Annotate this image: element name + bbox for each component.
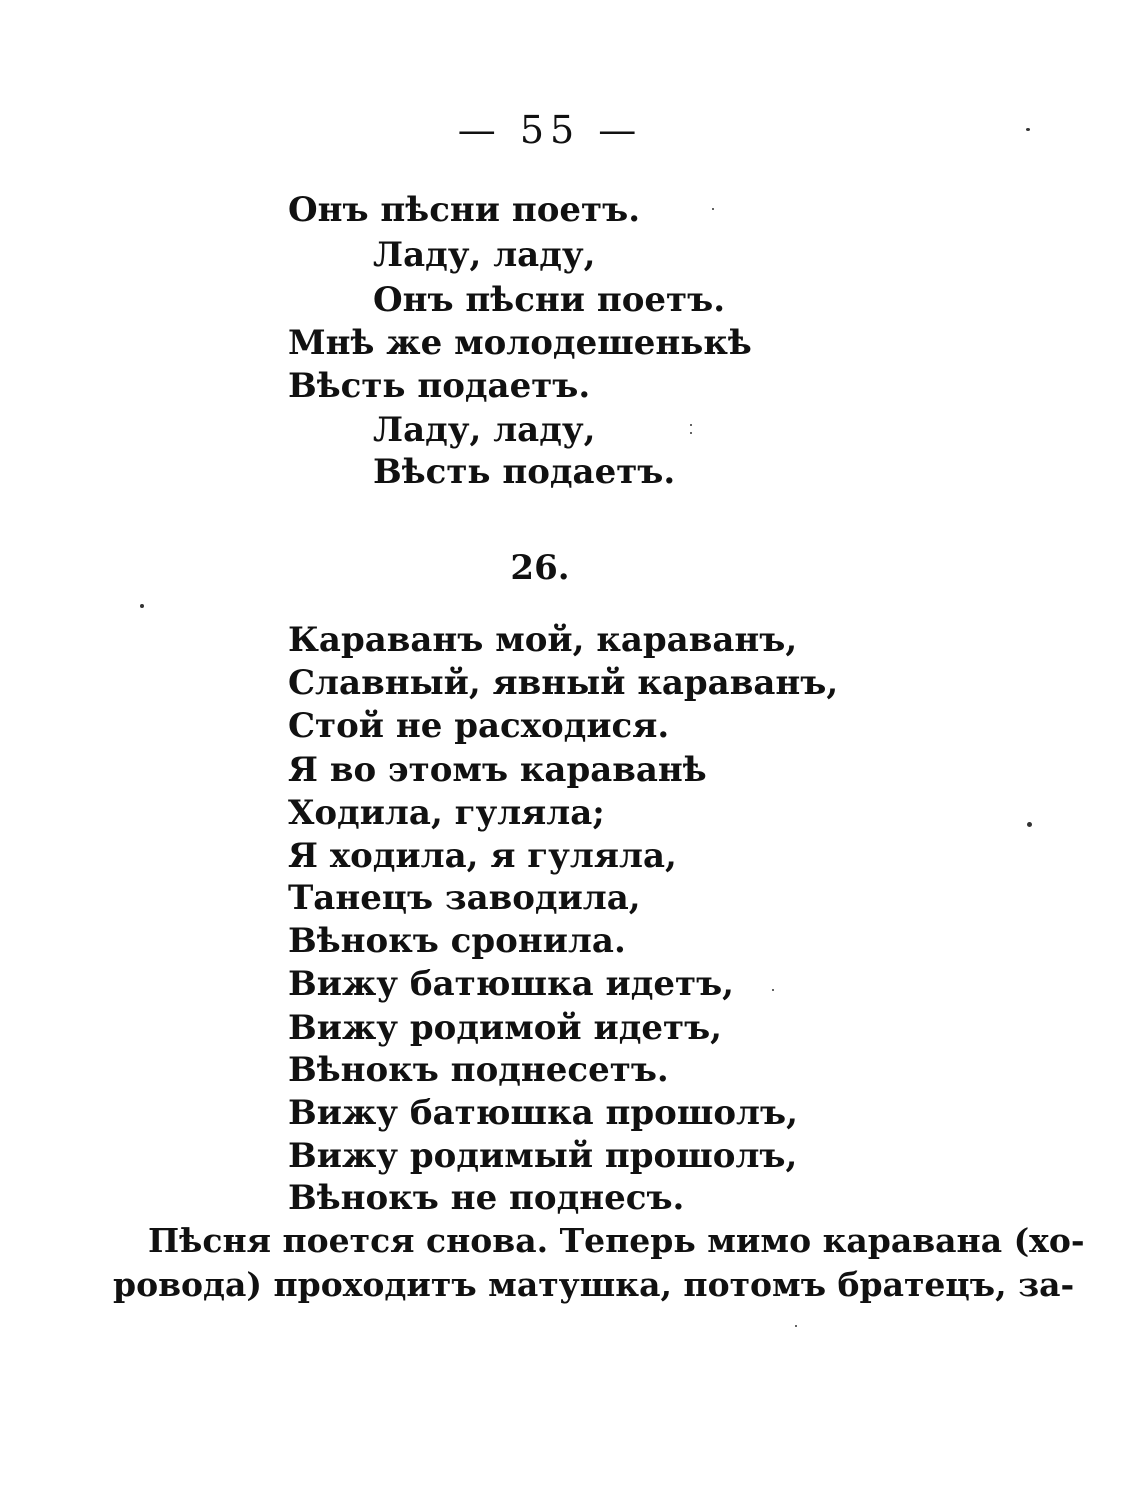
verse-line: Стой не расходися. [288,706,670,746]
verse-line: Вижу батюшка прошолъ, [288,1093,798,1133]
verse-line: Караванъ мой, караванъ, [288,620,798,660]
verse-line: Вижу родимой идетъ, [288,1008,722,1048]
scan-speck [690,424,692,426]
verse-line: Ладу, ладу, [373,235,596,275]
verse-line: Вѣнокъ не поднесъ. [288,1178,685,1218]
verse-line: Вѣсть подаетъ. [288,366,591,406]
verse-line: Вѣнокъ сронила. [288,921,626,961]
verse-line: Онъ пѣсни поетъ. [288,190,641,230]
scan-speck [1026,128,1030,131]
verse-line: Ходила, гуляла; [288,793,605,833]
scan-speck [140,604,144,608]
verse-line: Вижу родимый прошолъ, [288,1136,798,1176]
verse-line: Мнѣ же молодешенькѣ [288,323,752,363]
verse-line: Ладу, ладу, [373,410,596,450]
verse-line: Танецъ заводила, [288,878,641,918]
verse-line: Славный, явный караванъ, [288,663,839,703]
song-number: 26. [510,548,570,588]
scan-speck [772,989,774,991]
verse-line: Онъ пѣсни поетъ. [373,280,726,320]
verse-line: Вѣсть подаетъ. [373,452,676,492]
scan-speck [712,208,714,210]
verse-line: Я ходила, я гуляла, [288,836,677,876]
page-number: — 55 — [457,108,643,152]
scan-speck [1027,822,1032,827]
scan-speck [795,1325,797,1327]
prose-line: Пѣсня поется снова. Теперь мимо каравана (хо- [148,1221,1085,1260]
prose-line: ровода) проходитъ матушка, потомъ братецъ, за- [113,1265,1075,1304]
verse-line: Вѣнокъ поднесетъ. [288,1050,669,1090]
verse-line: Вижу батюшка идетъ, [288,964,734,1004]
verse-line: Я во этомъ караванѣ [288,750,707,790]
scan-speck [690,432,692,434]
